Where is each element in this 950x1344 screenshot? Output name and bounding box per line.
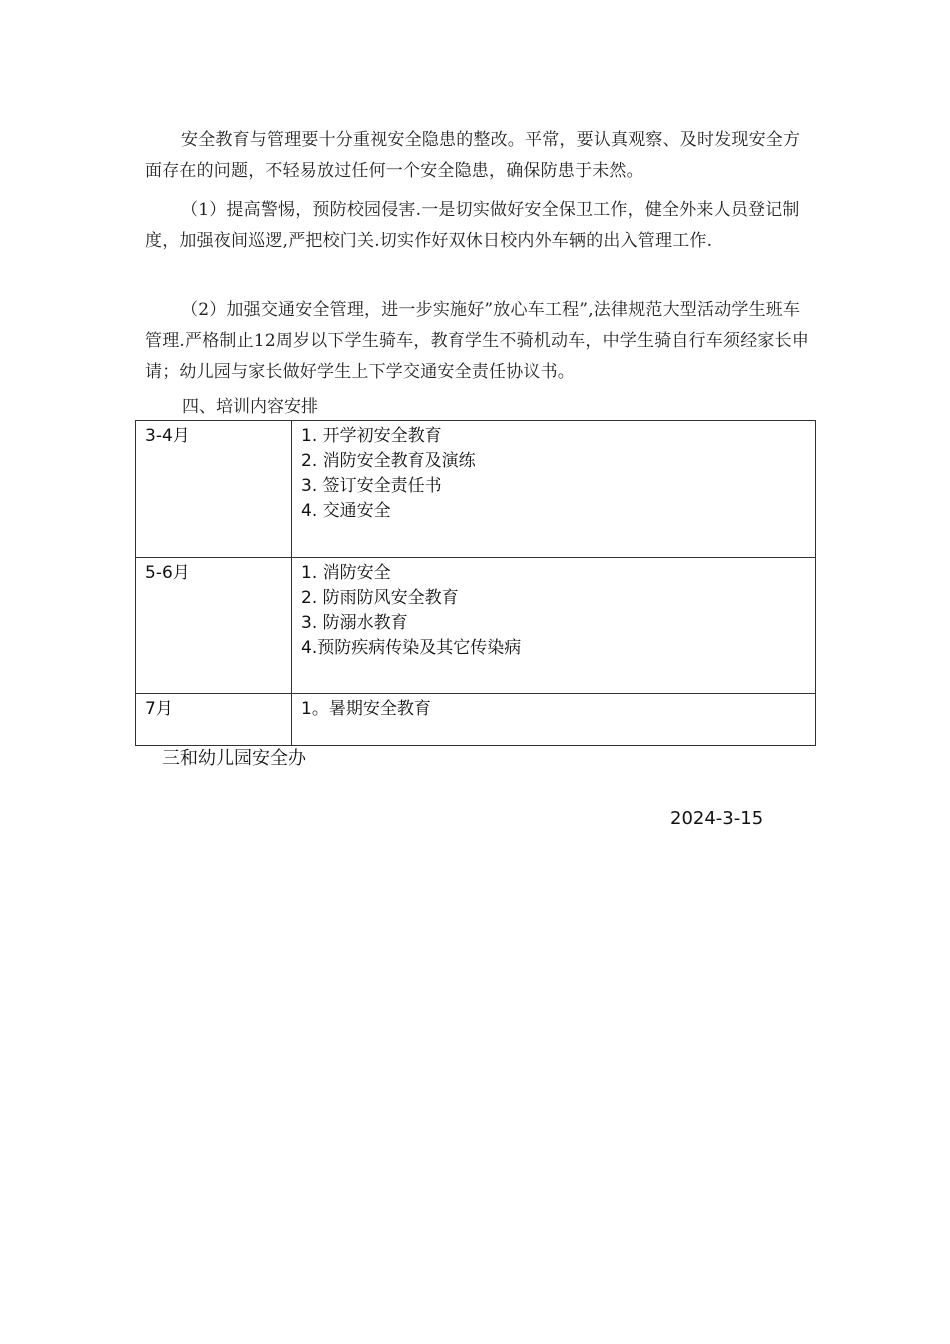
table-row — [136, 694, 816, 746]
training-schedule-table — [135, 420, 816, 746]
list-item: 4.预防疾病传染及其它传染病 — [301, 638, 522, 658]
section-heading-training-schedule: 四、培训内容安排 — [182, 397, 318, 417]
paragraph-campus-security: （1）提高警惕，预防校园侵害.一是切实做好安全保卫工作，健全外来人员登记制度，加强夜间巡逻,严把校门关.切实作好双休日校内外车辆的出入管理工作. — [145, 200, 800, 251]
list-item: 3. 防溺水教育 — [301, 613, 408, 633]
table-row — [136, 421, 816, 558]
items-cell — [292, 694, 816, 746]
list-item: 1。暑期安全教育 — [301, 699, 431, 719]
paragraph-traffic-safety: （2）加强交通安全管理，进一步实施好”放心车工程”,法律规范大型活动学生班车管理.严格制止12周岁以下学生骑车，教育学生不骑机动车，中学生骑自行车须经家长申请；幼儿园与家长做好学生上下学交通安全责任协议书。 — [145, 300, 810, 382]
month-cell: 3-4月 — [136, 421, 292, 558]
list-item: 2. 防雨防风安全教育 — [301, 588, 459, 608]
list-item: 1. 开学初安全教育 — [301, 426, 442, 446]
list-item: 2. 消防安全教育及演练 — [301, 451, 476, 471]
items-cell — [292, 421, 816, 558]
month-cell: 5-6月 — [136, 558, 292, 694]
paragraph-hazard-rectification: 安全教育与管理要十分重视安全隐患的整改。平常，要认真观察、及时发现安全方面存在的问题，不轻易放过任何一个安全隐患，确保防患于未然。 — [145, 130, 801, 181]
signature-office-name: 三和幼儿园安全办 — [162, 748, 306, 769]
month-cell: 7月 — [136, 694, 292, 746]
document-date: 2024-3-15 — [670, 808, 764, 829]
table-row — [136, 558, 816, 694]
items-cell — [292, 558, 816, 694]
list-item: 4. 交通安全 — [301, 501, 391, 521]
list-item: 1. 消防安全 — [301, 563, 391, 583]
list-item: 3. 签订安全责任书 — [301, 476, 442, 496]
